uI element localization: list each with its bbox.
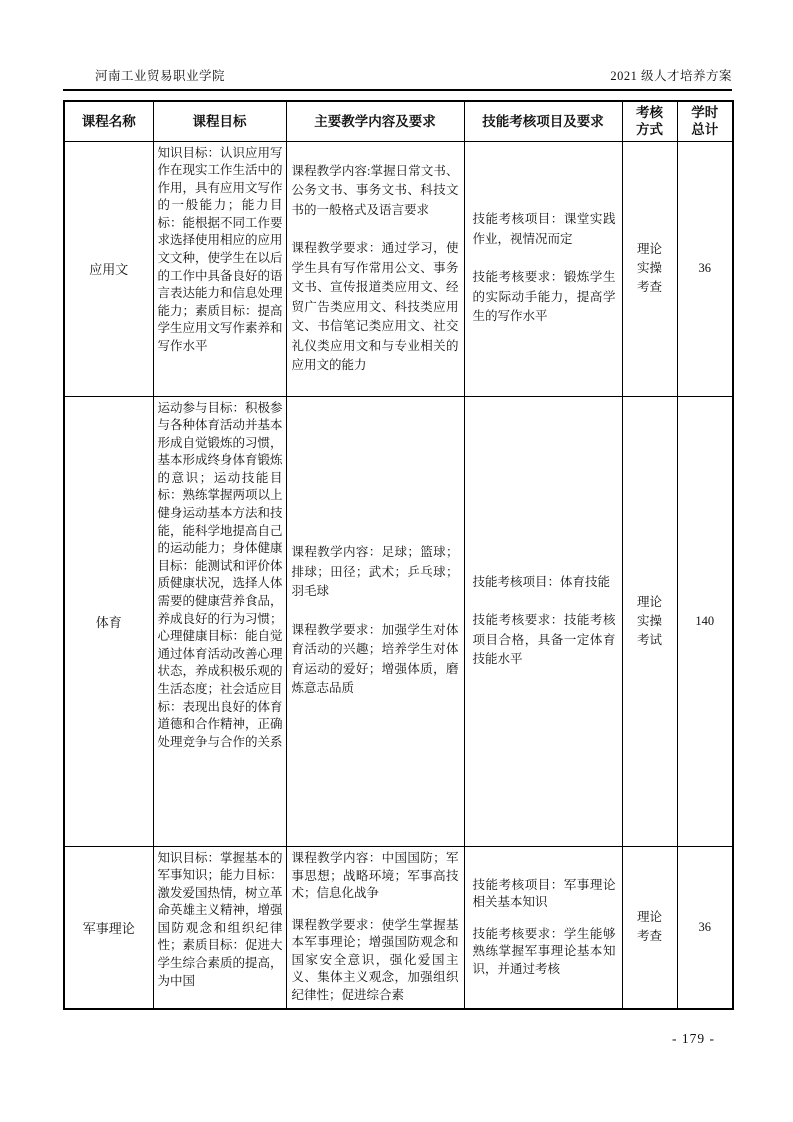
column-header-course-objectives: 课程目标 bbox=[153, 101, 286, 141]
cell-total-hours: 36 bbox=[677, 846, 733, 1009]
cell-skill-assessment bbox=[464, 141, 622, 396]
teaching-requirement-paragraph: 课程教学要求：通过学习，使学生具有写作常用公文、事务文书、宣传报道类应用文、经贸广告类应用文、科技类应用文、书信笔记类应用文、社交礼仪类应用文和与专业相关的应用文的能力 bbox=[291, 241, 459, 372]
cell-course-name: 应用文 bbox=[64, 141, 153, 396]
cell-teaching-content bbox=[286, 141, 464, 396]
cell-teaching-content bbox=[286, 396, 464, 846]
cell-course-objectives: 知识目标：掌握基本的军事知识；能力目标：激发爱国热情，树立革命英雄主义精神，增强国防观念和组织纪律性；素质目标：促进大学生综合素质的提高，为中国 bbox=[153, 846, 286, 1009]
column-header-assessment-method: 考核 方式 bbox=[622, 101, 677, 141]
cell-skill-assessment bbox=[464, 396, 622, 846]
cell-total-hours: 36 bbox=[677, 141, 733, 396]
table-row-yingyongwen bbox=[64, 141, 733, 396]
course-table bbox=[63, 100, 734, 1010]
cell-course-name: 军事理论 bbox=[64, 846, 153, 1009]
assessment-item-paragraph: 技能考核项目：体育技能 bbox=[472, 574, 611, 589]
column-header-course-name: 课程名称 bbox=[64, 101, 153, 141]
column-header-total-hours: 学时 总计 bbox=[677, 101, 733, 141]
cell-course-name: 体育 bbox=[64, 396, 153, 846]
cell-course-objectives: 知识目标：认识应用写作在现实工作生活中的作用，具有应用文写作的一般能力；能力目标：能根据不同工作要求选择使用相应的应用文文种，使学生在以后的工作中具备良好的语言表达能力和信息处理能力；素质目标：提高学生应用文写作素养和写作水平 bbox=[153, 141, 286, 396]
column-header-skill-assessment: 技能考核项目及要求 bbox=[464, 101, 622, 141]
assessment-item-paragraph: 技能考核项目：课堂实践作业，视情况而定 bbox=[472, 212, 616, 246]
assessment-requirement-paragraph: 技能考核要求：技能考核项目合格，具备一定体育技能水平 bbox=[472, 613, 616, 666]
cell-skill-assessment bbox=[464, 846, 622, 1009]
cell-total-hours: 140 bbox=[677, 396, 733, 846]
header-rule bbox=[63, 89, 732, 91]
assessment-requirement-paragraph: 技能考核要求：学生能够熟练掌握军事理论基本知识，并通过考核 bbox=[472, 926, 616, 976]
cell-assessment-method: 理论 考查 bbox=[622, 846, 677, 1009]
cell-course-objectives: 运动参与目标：积极参与各种体育活动并基本形成自觉锻炼的习惯，基本形成终身体育锻炼的意识；运动技能目标：熟练掌握两项以上健身运动基本方法和技能，能科学地提高自己的运动能力；身体健康目标：能测试和评价体质健康状况，选择人体需要的健康营养食品，养成良好的行为习惯；心理健康目标：能自觉通过体育活动改善心理状态，养成积极乐观的生活态度；社会适应目标：表现出良好的体育道德和合作精神，正确处理竞争与合作的关系 bbox=[153, 396, 286, 846]
header-school-name: 河南工业贸易职业学院 bbox=[95, 69, 226, 83]
teaching-requirement-paragraph: 课程教学要求：加强学生对体育活动的兴趣；培养学生对体育运动的爱好；增强体质，磨炼意志品质 bbox=[291, 622, 459, 696]
cell-assessment-method: 理论 实操 考试 bbox=[622, 396, 677, 846]
running-header bbox=[63, 66, 732, 84]
header-plan-title: 2021 级人才培养方案 bbox=[610, 69, 732, 83]
cell-assessment-method: 理论 实操 考查 bbox=[622, 141, 677, 396]
table-header-row bbox=[64, 101, 733, 141]
teaching-content-paragraph: 课程教学内容：足球；篮球；排球；田径；武术；乒乓球；羽毛球 bbox=[291, 545, 459, 599]
page-number: - 179 - bbox=[672, 1031, 715, 1046]
column-header-teaching-content: 主要教学内容及要求 bbox=[286, 101, 464, 141]
assessment-item-paragraph: 技能考核项目：军事理论相关基本知识 bbox=[472, 877, 616, 909]
cell-teaching-content bbox=[286, 846, 464, 1009]
table-row-tiyu bbox=[64, 396, 733, 846]
teaching-content-paragraph: 课程教学内容：中国国防；军事思想；战略环境；军事高技术；信息化战争 bbox=[291, 851, 459, 901]
table-row-junshililun bbox=[64, 846, 733, 1009]
teaching-requirement-paragraph: 课程教学要求：使学生掌握基本军事理论；增强国防观念和国家安全意识，强化爱国主义、集体主义观念，加强组织纪律性；促进综合素 bbox=[291, 917, 459, 1002]
teaching-content-paragraph: 课程教学内容:掌握日常文书、公务文书、事务文书、科技文书的一般格式及语言要求 bbox=[291, 163, 459, 217]
assessment-requirement-paragraph: 技能考核要求：锻炼学生的实际动手能力，提高学生的写作水平 bbox=[472, 270, 616, 324]
